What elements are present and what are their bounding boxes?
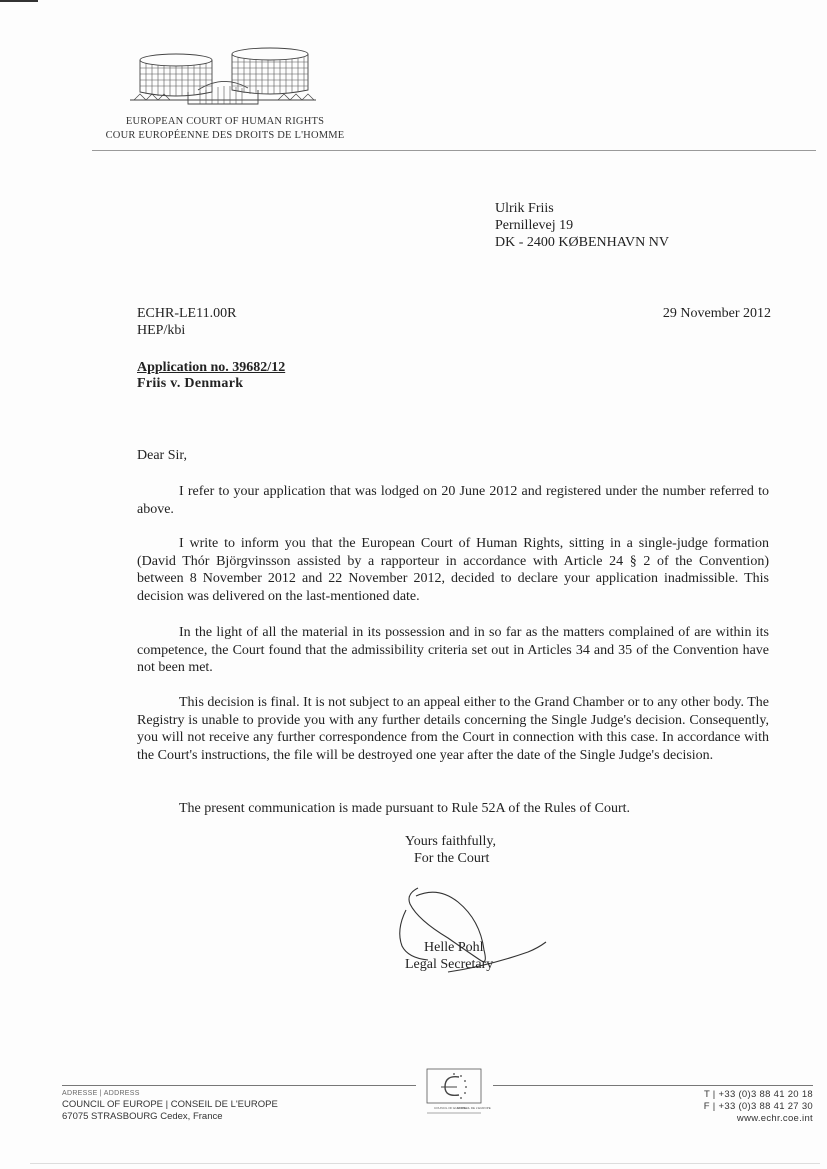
paragraph-5: The present communication is made pursuant to Rule 52A of the Rules of Court.: [179, 801, 631, 816]
footer-phone: T | +33 (0)3 88 41 20 18: [703, 1089, 813, 1100]
footer-city: 67075 STRASBOURG Cedex, France: [62, 1111, 223, 1122]
footer-fax: F | +33 (0)3 88 41 27 30: [703, 1101, 813, 1112]
recipient-name: Ulrik Friis: [495, 201, 554, 216]
footer-divider-right: [493, 1085, 813, 1086]
paragraph-4: This decision is final. It is not subject to an appeal either to the Grand Chamber or to any other body. The Registry is unable to provide you with any further details concerning the Single Judge's decision. Consequently, you will not receive any further correspondence from the Court in connection with this case. In accordance with the Court's instructions, the file will be destroyed one year after the date of the Single Judge's decision.: [137, 695, 769, 764]
court-building-icon: [128, 44, 318, 110]
court-name-fr: COUR EUROPÉENNE DES DROITS DE L'HOMME: [105, 130, 345, 141]
application-title: Friis v. Denmark: [137, 376, 244, 391]
court-name-en: EUROPEAN COURT OF HUMAN RIGHTS: [125, 116, 325, 127]
paragraph-2: I write to inform you that the European Court of Human Rights, sitting in a single-judge formation (David Thór Björgvinsson assisted by a rapporteur in accordance with Article 24 § 2 of the Convention) between 8 November 2012 and 22 November 2012, decided to declare your application inadmissible. This decision was delivered on the last-mentioned date.: [137, 536, 769, 605]
footer-divider-left: [62, 1085, 416, 1086]
signer-name: Helle Pohl: [424, 940, 484, 955]
paragraph-3: In the light of all the material in its possession and in so far as the matters complained of are within its competence, the Court found that the admissibility criteria set out in Articles 34 and 35 of the Convention have not been met.: [137, 625, 769, 676]
header-divider: [92, 150, 816, 151]
closing-line-2: For the Court: [414, 851, 490, 866]
coe-logo-text-en: COUNCIL OF EUROPE: [434, 1106, 466, 1110]
recipient-city: DK - 2400 KØBENHAVN NV: [495, 235, 669, 250]
signer-title: Legal Secretary: [405, 957, 494, 972]
footer-address-label: ADRESSE | ADDRESS: [62, 1090, 140, 1097]
footer-web: www.echr.coe.int: [736, 1113, 813, 1124]
bottom-edge: [30, 1163, 820, 1164]
footer-org: COUNCIL OF EUROPE | CONSEIL DE L'EUROPE: [62, 1099, 278, 1110]
salutation: Dear Sir,: [137, 448, 187, 463]
reference-code: ECHR-LE11.00R: [137, 306, 237, 321]
closing-line-1: Yours faithfully,: [405, 834, 497, 849]
recipient-street: Pernillevej 19: [495, 218, 574, 233]
paragraph-1: I refer to your application that was lodged on 20 June 2012 and registered under the number referred to above.: [137, 484, 769, 517]
letter-date: 29 November 2012: [662, 306, 771, 321]
application-number: Application no. 39682/12: [137, 360, 286, 375]
council-of-europe-logo: [423, 1067, 491, 1117]
reference-initials: HEP/kbi: [137, 323, 186, 338]
corner-mark: [0, 0, 38, 2]
coe-logo-text-fr: CONSEIL DE L'EUROPE: [457, 1106, 491, 1110]
